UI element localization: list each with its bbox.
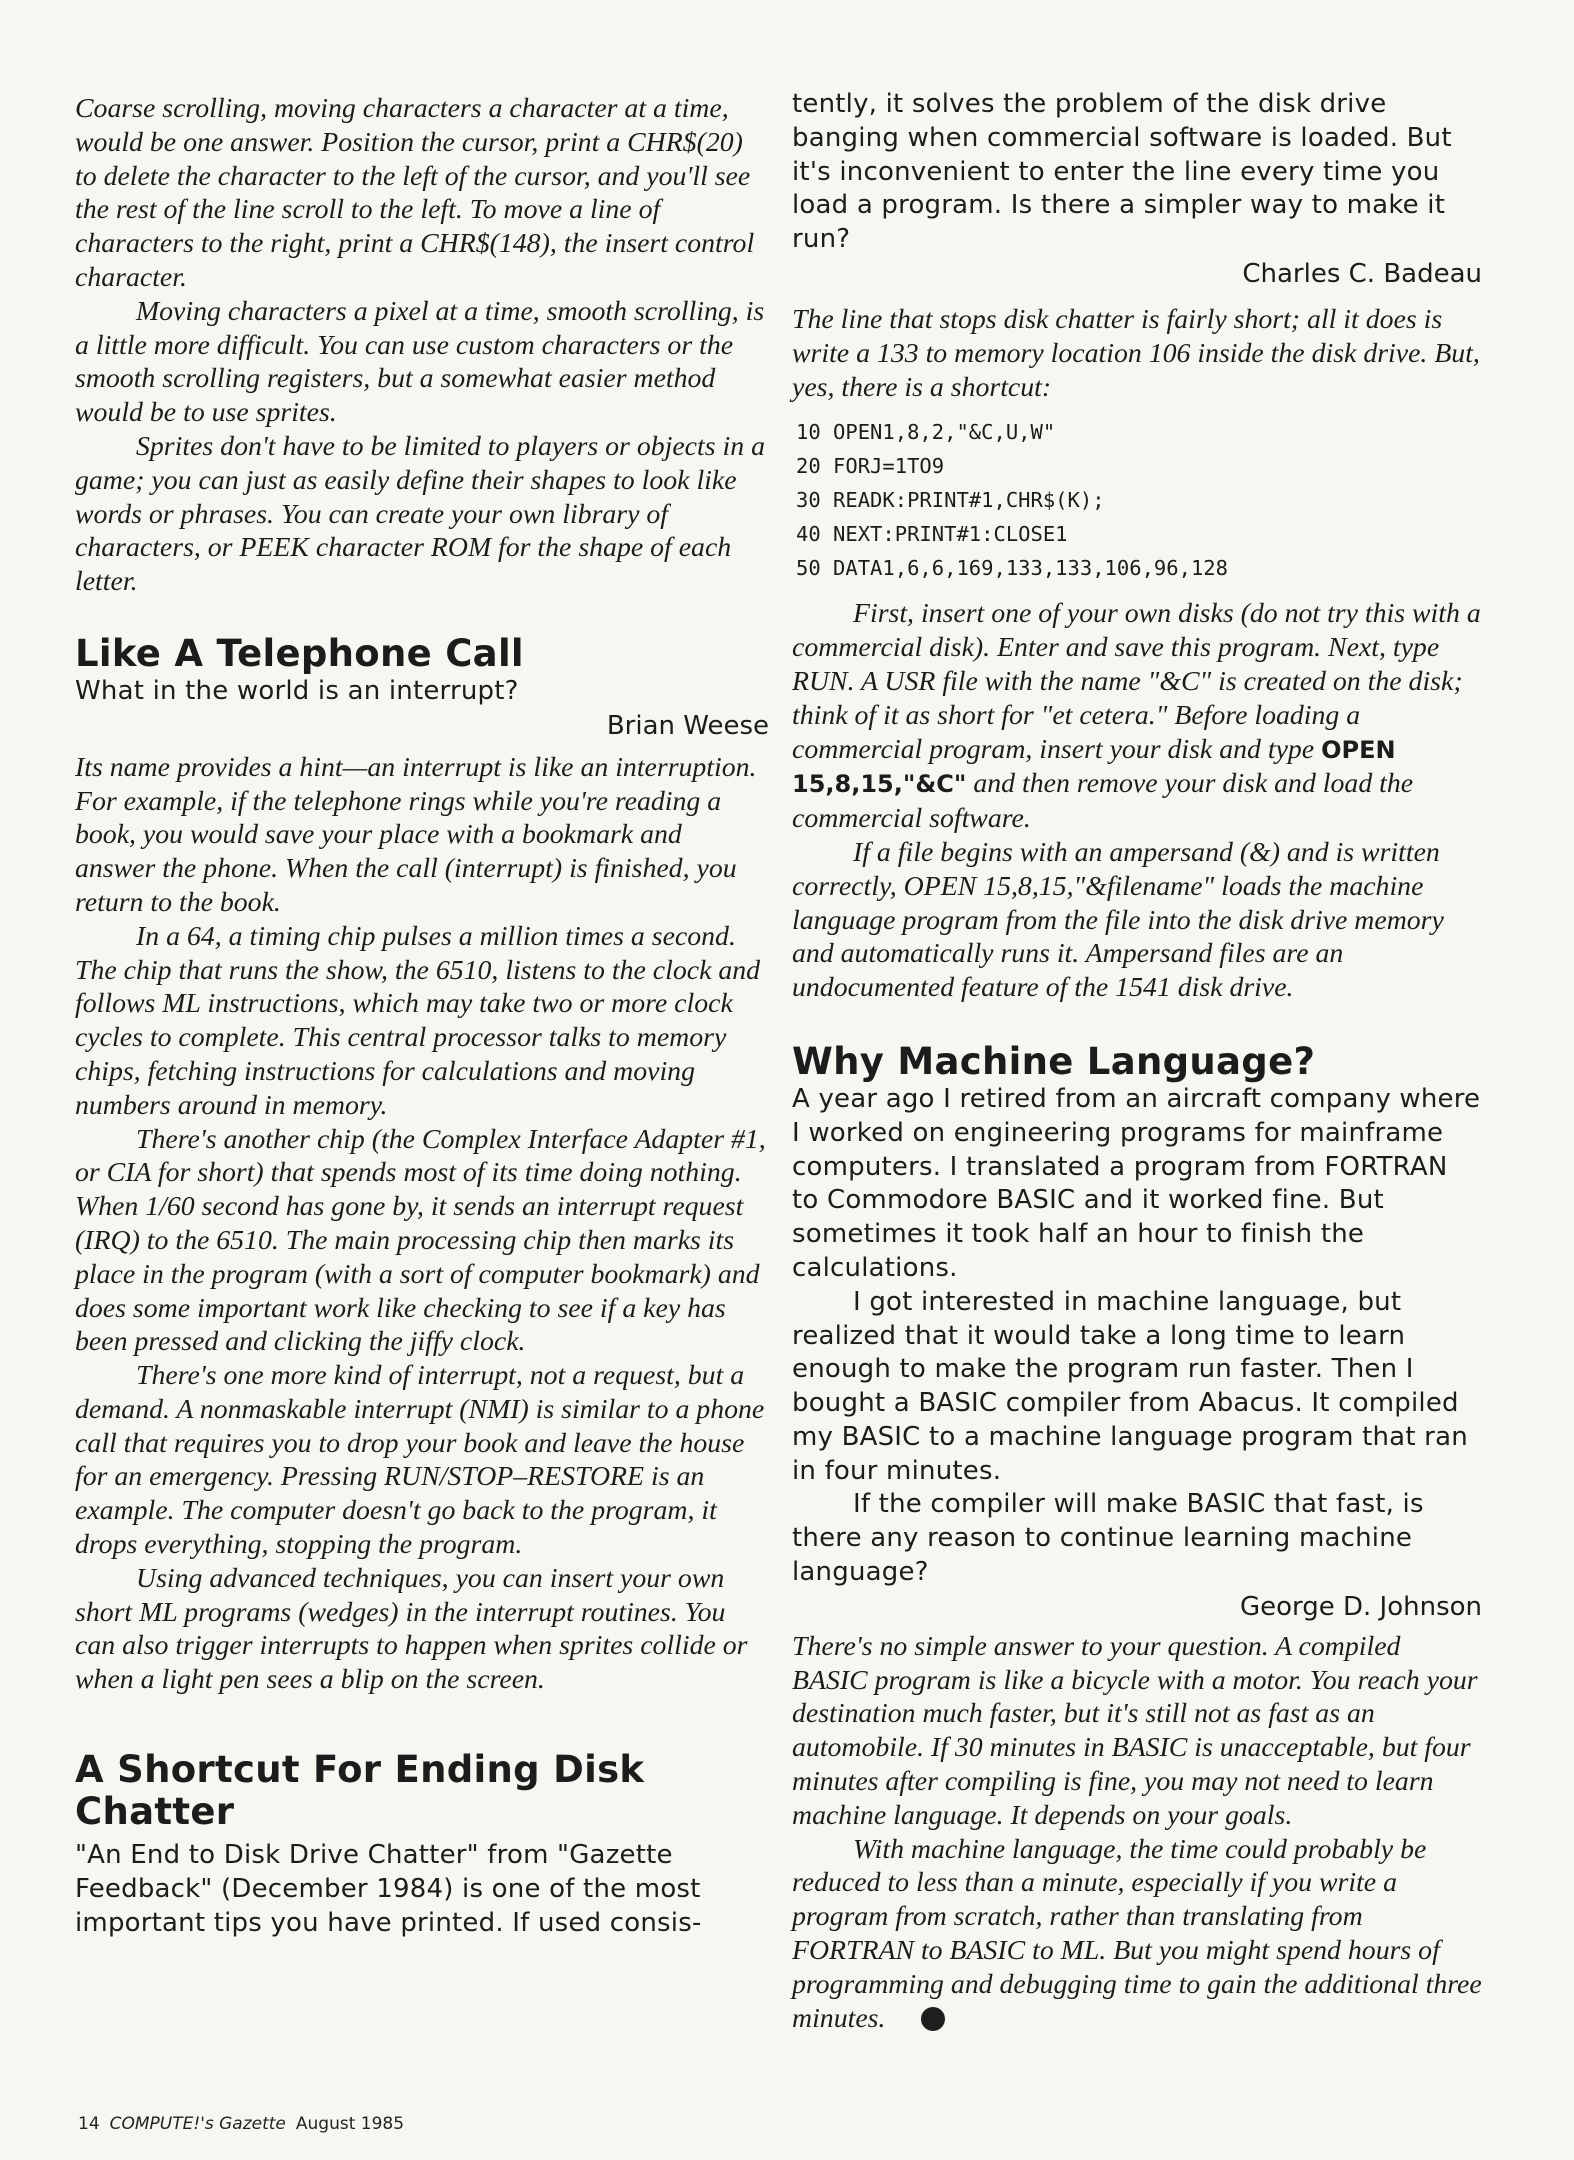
- heading-telephone-call: Like A Telephone Call: [75, 631, 524, 675]
- telephone-answer-paragraph: Using advanced techniques, you can insert your own short ML programs (wedges) in the interrupt routines. You can also trigger interrupts to happen when sprites collide or when a light pen sees a blip on the screen.: [75, 1562, 748, 1696]
- telephone-question: What in the world is an interrupt?: [75, 675, 519, 706]
- code-line: 30 READK:PRINT#1,CHR$(K);: [796, 487, 1105, 512]
- signature-brian-weese: Brian Weese: [606, 710, 769, 741]
- code-line: 40 NEXT:PRINT#1:CLOSE1: [796, 521, 1068, 546]
- disk-answer-paragraph-2: If a file begins with an ampersand (&) and is written correctly, OPEN 15,8,15,"&filename" loads the machine language program from the file into the disk drive memory and automatically runs it. Ampersand files are an undocumented feature of the 1541 disk drive.: [792, 836, 1444, 1004]
- disk-answer-paragraph-1: [792, 597, 1482, 836]
- intro-paragraph-3: Sprites don't have to be limited to players or objects in a game; you can just as easily define their shapes to look like words or phrases. You can create your own library of characters, or PEEK character ROM for the shape of each letter.: [75, 430, 765, 598]
- magazine-name: COMPUTE!'s Gazette: [109, 2114, 286, 2134]
- code-line: 20 FORJ=1TO9: [796, 454, 945, 479]
- machine-answer-paragraph: [792, 1833, 1482, 2036]
- right-column: [792, 89, 1482, 2035]
- code-line: 10 OPEN1,8,2,"&C,U,W": [796, 420, 1056, 445]
- telephone-answer: [75, 751, 769, 1697]
- code-line: 50 DATA1,6,6,169,133,133,106,96,128: [796, 555, 1228, 580]
- telephone-answer-paragraph: Its name provides a hint—an interrupt is like an interruption. For example, if the telephone rings while you're reading a book, you would save your place with a bookmark and answer the phone. When the call (interrupt) is finished, you return to the book.: [75, 751, 757, 918]
- telephone-answer-paragraph: There's one more kind of interrupt, not a request, but a demand. A nonmaskable interrupt (NMI) is similar to a phone call that requires you to drop your book and leave the house for an emergency. Pressing RUN/STOP–RESTORE is an example. The computer doesn't go back to the program, it drops everything, stopping the program.: [75, 1360, 765, 1561]
- page-footer: [78, 2114, 404, 2134]
- machine-letter-paragraph: I got interested in machine language, but realized that it would take a long time to learn enough to make the program run faster. Then I bought a BASIC compiler from Abacus. It compiled my BASIC to a machine language program that ran in four minutes.: [792, 1286, 1468, 1486]
- intro-paragraph-2: Moving characters a pixel at a time, smooth scrolling, is a little more difficult. You can use custom characters or the smooth scrolling registers, but a somewhat easier method would be to use sprites.: [75, 295, 765, 429]
- machine-letter-paragraph: A year ago I retired from an aircraft company where I worked on engineering programs for mainframe computers. I translated a program from FORTRAN to Commodore BASIC and it worked fine. But sometimes it took half an hour to finish the calculations.: [792, 1083, 1481, 1283]
- machine-letter-paragraph: If the compiler will make BASIC that fast, is there any reason to continue learning machine language?: [792, 1489, 1424, 1588]
- open-command: OPEN 15,8,15,"&C": [792, 735, 1396, 799]
- heading-disk-chatter: A Shortcut For Ending Disk Chatter: [75, 1748, 645, 1834]
- telephone-answer-paragraph: There's another chip (the Complex Interface Adapter #1, or CIA for short) that spends most of its time doing nothing. When 1/60 second has gone by, it sends an interrupt request (IRQ) to the 6510. The main processing chip then marks its place in the program (with a sort of computer bookmark) and does some important work like checking to see if a key has been pressed and clicking the jiffy clock.: [75, 1123, 766, 1358]
- telephone-answer-paragraph: In a 64, a timing chip pulses a million times a second. The chip that runs the show, the 6510, listens to the clock and follows ML instructions, which may take two or more clock cycles to complete. This central processor talks to memory chips, fetching instructions for calculations and moving numbers around in memory.: [75, 920, 761, 1121]
- end-of-article-icon: [921, 2007, 945, 2031]
- machine-answer-paragraph: There's no simple answer to your question. A compiled BASIC program is like a bicycle with a motor. You reach your destination much faster, but it's still not as fast as an automobile. If 30 minutes in BASIC is unacceptable, but four minutes after compiling is fine, you may not need to learn machine language. It depends on your goals.: [792, 1630, 1478, 1831]
- signature-charles-badeau: Charles C. Badeau: [1242, 258, 1482, 289]
- issue-date: August 1985: [295, 2114, 405, 2134]
- disk-answer-intro: The line that stops disk chatter is fairly short; all it does is write a 133 to memory location 106 inside the disk drive. But, yes, there is a shortcut:: [792, 303, 1480, 403]
- heading-machine-language: Why Machine Language?: [792, 1039, 1316, 1083]
- disk-letter-start: "An End to Disk Drive Chatter" from "Gazette Feedback" (December 1984) is one of the most important tips you have printed. If used consis-: [75, 1840, 702, 1938]
- intro-paragraph-1: Coarse scrolling, moving characters a character at a time, would be one answer. Position the cursor, print a CHR$(20) to delete the character to the left of the cursor, and you'll see the rest of the line scroll to the left. To move a line of characters to the right, print a CHR$(148), the insert control character.: [75, 93, 755, 293]
- basic-code-listing: [792, 416, 1482, 585]
- left-column: [75, 92, 769, 1940]
- machine-answer-text: With machine language, the time could probably be reduced to less than a minute, especially if you write a program from scratch, rather than translating from FORTRAN to BASIC to ML. But you might spend hours of programming and debugging time to gain the additional three minutes.: [792, 1833, 1482, 2034]
- disk-answer-text: and then remove your disk and load the commercial software.: [792, 768, 1414, 835]
- disk-answer-text: First, insert one of your own disks (do not try this with a commercial disk). Enter and save this program. Next, type RUN. A USR file with the name "&C" is created on the disk; think of it as short for "et cetera." Before loading a commercial program, insert your disk and type: [792, 598, 1481, 765]
- signature-george-johnson: George D. Johnson: [1239, 1591, 1482, 1622]
- disk-letter-end: tently, it solves the problem of the disk drive banging when commercial software is loaded. But it's inconvenient to enter the line every time you load a program. Is there a simpler way to make it run?: [792, 89, 1452, 255]
- page-number: 14: [78, 2114, 100, 2134]
